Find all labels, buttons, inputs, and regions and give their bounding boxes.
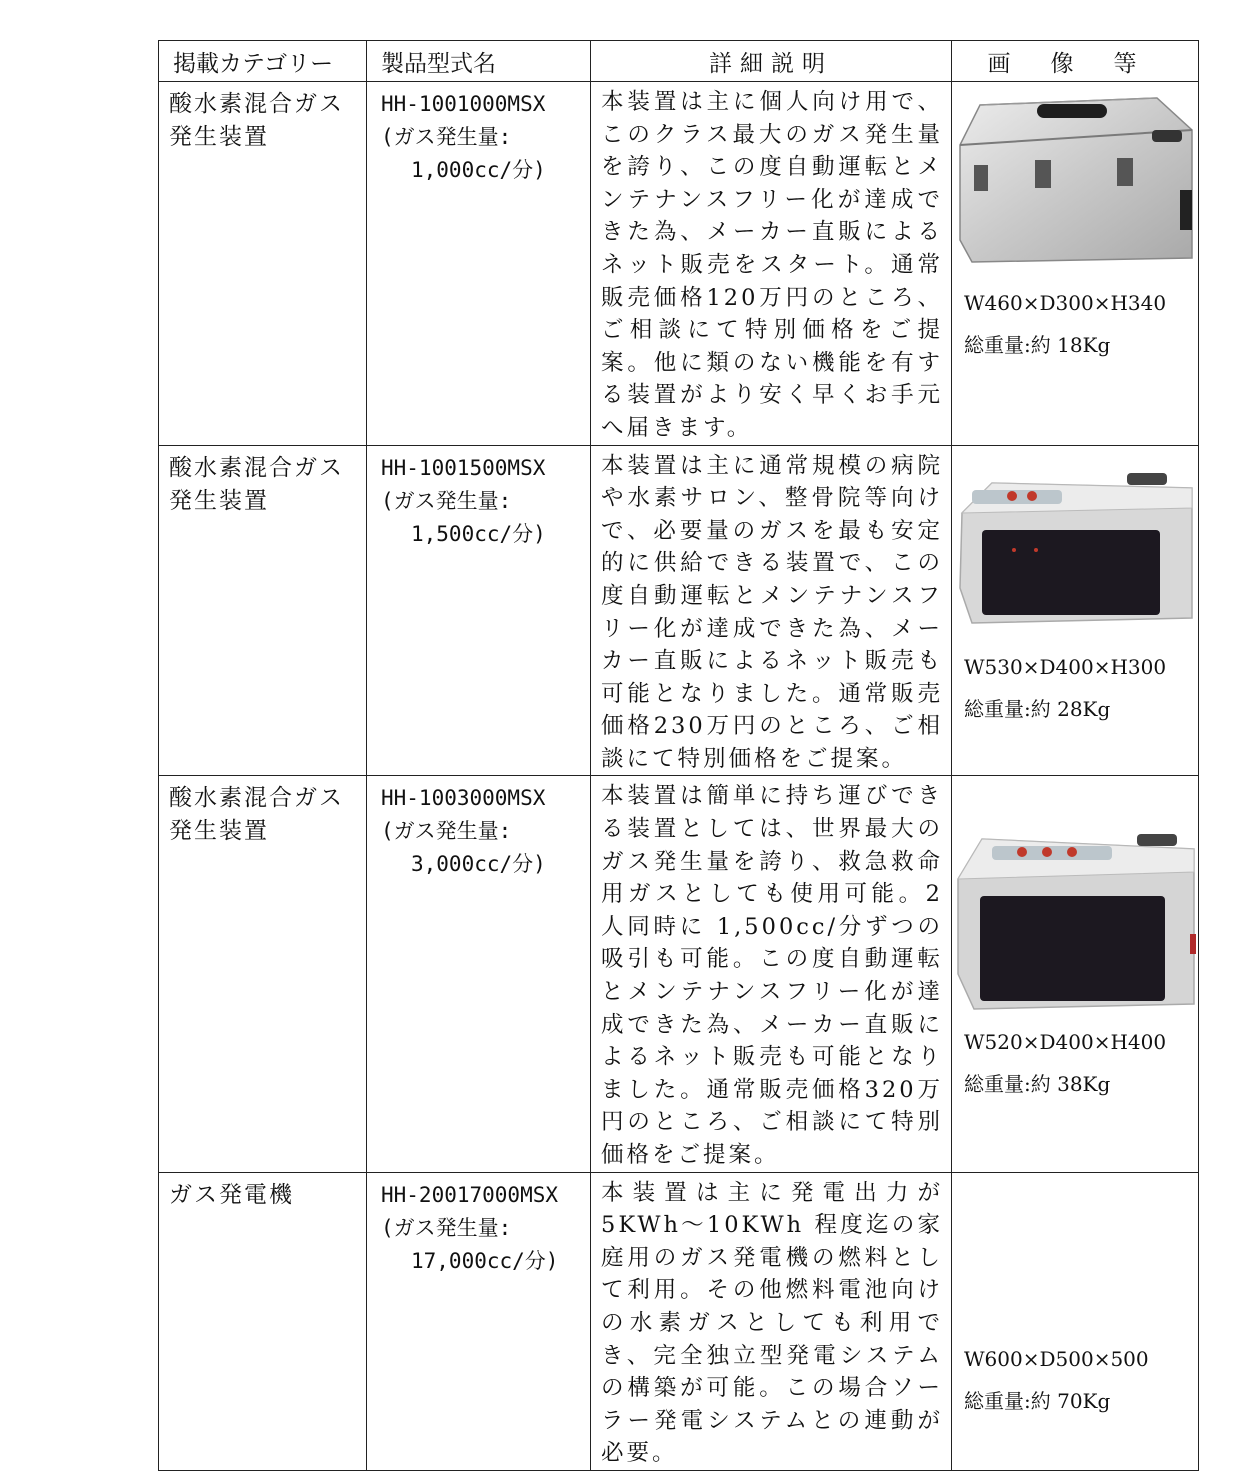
image-cell	[952, 445, 1199, 776]
model-name: HH-20017000MSX	[381, 1182, 559, 1207]
header-model: 製品型式名	[367, 41, 591, 82]
dimensions: W460×D300×H340	[964, 291, 1167, 315]
cabinet-device-icon	[952, 468, 1199, 633]
category-cell: ガス発電機	[159, 1172, 367, 1470]
description-cell: 本装置は主に通常規模の病院や水素サロン、整骨院等向けで、必要量のガスを最も安定的に供給できる装置で、この度自動運転とメンテナンスフリー化が達成できた為、メーカー直販によるネット販売も可能となりました。通常販売価格230万円のところ、ご相談にて特別価格をご提案。	[591, 445, 952, 776]
specs	[964, 1338, 1149, 1422]
dimensions: W530×D400×H300	[964, 654, 1167, 679]
aluminum-case-icon	[952, 90, 1199, 270]
description-cell: 本装置は簡単に持ち運びできる装置としては、世界最大のガス発生量を誇り、救急救命用ガスとしても使用可能。2人同時に 1,500cc/分ずつの吸引も可能。この度自動運転とメンテナンスフリー化が達成できた為、メーカー直販によるネット販売も可能となりました。通常販売価格320万円のところ、ご相談にて特別価格をご提案。	[591, 776, 952, 1172]
model-name: HH-1003000MSX	[381, 786, 546, 811]
gas-rate: 1,000cc/分)	[411, 158, 546, 182]
weight: 総重量:約 28Kg	[964, 696, 1111, 721]
model-name: HH-1001500MSX	[381, 455, 546, 480]
gas-rate: 17,000cc/分)	[411, 1248, 559, 1273]
table-row	[159, 1172, 1199, 1470]
model-name: HH-1001000MSX	[381, 92, 546, 116]
weight: 総重量:約 38Kg	[964, 1072, 1111, 1097]
header-category: 掲載カテゴリー	[159, 41, 367, 82]
specs	[964, 282, 1166, 366]
cabinet-device-icon	[952, 824, 1199, 1014]
header-description: 詳細説明	[591, 41, 952, 82]
gas-label: (ガス発生量:	[381, 1215, 512, 1240]
model-cell	[367, 776, 591, 1172]
table-row	[159, 82, 1199, 446]
gas-label: (ガス発生量:	[381, 819, 512, 844]
cabinet-device-photo	[952, 468, 1198, 633]
category-cell: 酸水素混合ガス 発生装置	[159, 776, 367, 1172]
description-cell: 本装置は主に個人向け用で、このクラス最大のガス発生量を誇り、この度自動運転とメンテナンスフリー化が達成できた為、メーカー直販によるネット販売をスタート。通常販売価格120万円のところ、ご相談にて特別価格をご提案。他に類のない機能を有する装置がより安く早くお手元へ届きます。	[591, 82, 952, 446]
category-cell: 酸水素混合ガス 発生装置	[159, 445, 367, 776]
image-cell	[952, 1172, 1199, 1470]
dimensions: W520×D400×H400	[964, 1030, 1167, 1055]
specs	[964, 1021, 1166, 1105]
description-cell: 本装置は主に発電出力が 5KWh～10KWh 程度迄の家庭用のガス発電機の燃料として利用。その他燃料電池向けの水素ガスとしても利用でき、完全独立型発電システムの構築が可能。この場合ソーラー発電システムとの連動が必要。	[591, 1172, 952, 1470]
gas-rate: 3,000cc/分)	[411, 852, 546, 877]
weight: 総重量:約 18Kg	[964, 333, 1111, 357]
model-cell	[367, 82, 591, 446]
category-cell: 酸水素混合ガス 発生装置	[159, 82, 367, 446]
header-image: 画像等	[952, 41, 1199, 82]
gas-label: (ガス発生量:	[381, 488, 512, 513]
product-table	[158, 40, 1199, 1471]
gas-rate: 1,500cc/分)	[411, 521, 546, 546]
image-cell	[952, 82, 1199, 446]
specs	[964, 646, 1166, 730]
gas-label: (ガス発生量:	[381, 125, 512, 149]
model-cell	[367, 1172, 591, 1470]
table-row	[159, 445, 1199, 776]
table-row	[159, 776, 1199, 1172]
header-row	[159, 41, 1199, 82]
weight: 総重量:約 70Kg	[964, 1388, 1111, 1413]
aluminum-case-device-photo	[952, 90, 1198, 270]
cabinet-device-photo	[952, 824, 1198, 1014]
dimensions: W600×D500×500	[964, 1346, 1149, 1371]
model-cell	[367, 445, 591, 776]
image-cell	[952, 776, 1199, 1172]
